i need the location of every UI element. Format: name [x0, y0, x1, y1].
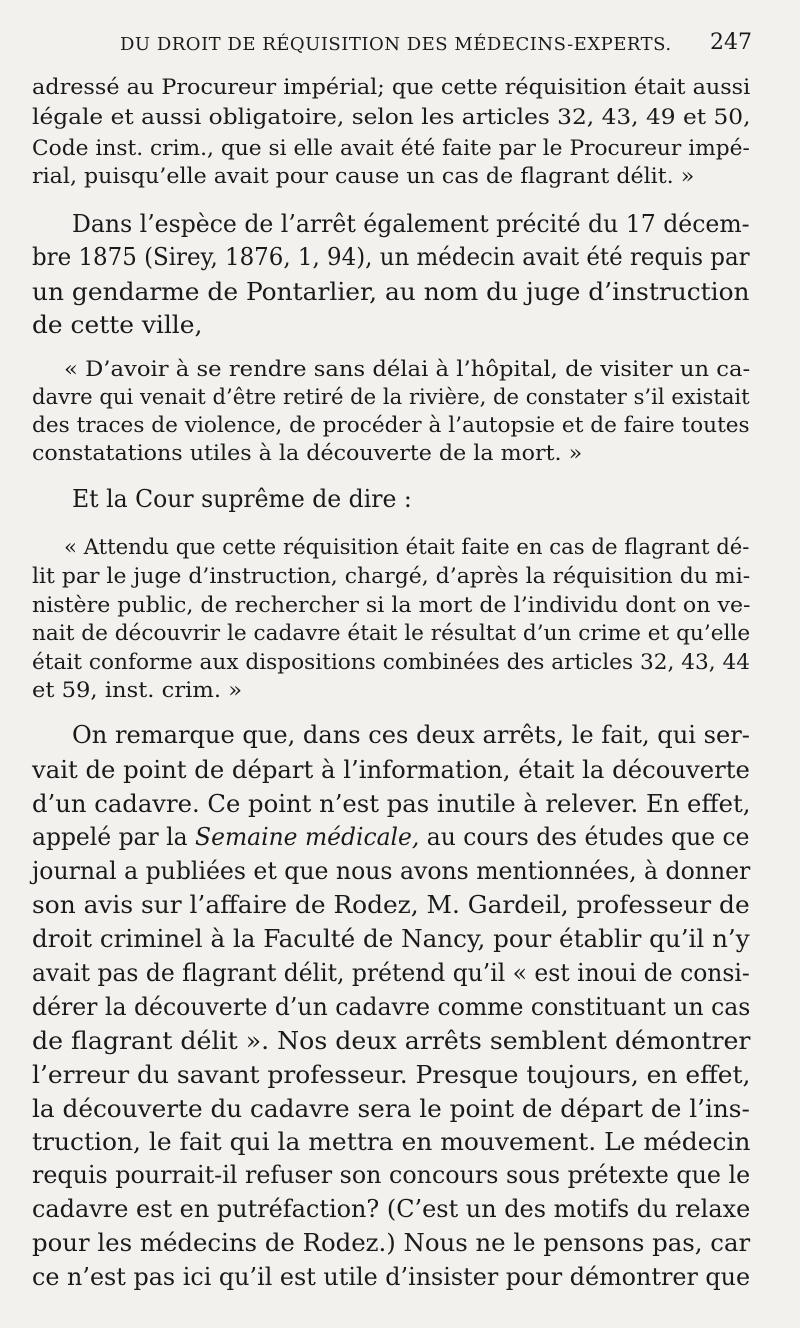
text-line: nistère public, de rechercher si la mort de l’individu dont on ve-: [32, 593, 751, 617]
text-line: adressé au Procureur impérial; que cette réquisition était aussi: [32, 75, 751, 99]
text-line: bre 1875 (Sirey, 1876, 1, 94), un médecin avait été requis par: [32, 243, 750, 271]
text-line: vait de point de départ à l’information, était la découverte: [32, 756, 750, 784]
text-line: l’erreur du savant professeur. Presque toujours, en effet,: [32, 1061, 751, 1089]
text-line: avait pas de flagrant délit, prétend qu’il « est inoui de consi-: [32, 959, 750, 987]
text-line: dérer la découverte d’un cadavre comme constituant un cas: [32, 993, 751, 1021]
text-line: et 59, inst. crim. »: [32, 678, 243, 702]
page-number: 247: [710, 30, 752, 55]
text-line: journal a publiées et que nous avons mentionnées, à donner: [32, 857, 751, 885]
text-line: la découverte du cadavre sera le point de départ de l’ins-: [32, 1095, 750, 1123]
text-line: davre qui venait d’être retiré de la rivière, de constater s’il existait: [32, 385, 750, 409]
text-line: était conforme aux dispositions combinées des articles 32, 43, 44: [32, 650, 751, 674]
text-line: Et la Cour suprême de dire :: [72, 485, 412, 513]
text-line: légale et aussi obligatoire, selon les articles 32, 43, 49 et 50,: [32, 105, 751, 129]
page-header: [0, 30, 800, 64]
text-line: rial, puisqu’elle avait pour cause un cas de flagrant délit. »: [32, 164, 695, 188]
text-line: requis pourrait-il refuser son concours sous prétexte que le: [32, 1161, 751, 1189]
text-line: pour les médecins de Rodez.) Nous ne le pensons pas, car: [32, 1229, 751, 1257]
text-line: Code inst. crim., que si elle avait été faite par le Procureur impé-: [32, 136, 750, 160]
running-title: DU DROIT DE RÉQUISITION DES MÉDECINS-EXPERTS.: [120, 34, 672, 55]
text-line: d’un cadavre. Ce point n’est pas inutile à relever. En effet,: [32, 790, 751, 818]
text-line: truction, le fait qui la mettra en mouvement. Le médecin: [32, 1128, 751, 1156]
text-line: des traces de violence, de procéder à l’autopsie et de faire toutes: [32, 413, 750, 437]
text-line: « D’avoir à se rendre sans délai à l’hôpital, de visiter un ca-: [64, 357, 751, 381]
text-line: « Attendu que cette réquisition était faite en cas de flagrant dé-: [64, 535, 750, 559]
italic-title: Semaine médicale,: [195, 823, 420, 851]
text-line: de flagrant délit ». Nos deux arrêts semblent démontrer: [32, 1027, 751, 1055]
text-line: un gendarme de Pontarlier, au nom du juge d’instruction: [32, 278, 750, 306]
text-line: constatations utiles à la découverte de la mort. »: [32, 441, 583, 465]
text-line: son avis sur l’affaire de Rodez, M. Gardeil, professeur de: [32, 891, 750, 919]
text-line: On remarque que, dans ces deux arrêts, le fait, qui ser-: [72, 721, 750, 749]
text-line: cadavre est en putréfaction? (C’est un des motifs du relaxe: [32, 1195, 751, 1223]
text-line: lit par le juge d’instruction, chargé, d’après la réquisition du mi-: [32, 564, 751, 588]
text-line: Dans l’espèce de l’arrêt également précité du 17 décem-: [72, 210, 750, 238]
text-line: nait de découvrir le cadavre était le résultat d’un crime et qu’elle: [32, 621, 751, 645]
text-line: de cette ville,: [32, 311, 203, 339]
text-line: droit criminel à la Faculté de Nancy, pour établir qu’il n’y: [32, 925, 750, 953]
text-line: ce n’est pas ici qu’il est utile d’insister pour démontrer que: [32, 1263, 751, 1291]
text-line: appelé par la Semaine médicale, au cours des études que ce: [32, 823, 750, 851]
